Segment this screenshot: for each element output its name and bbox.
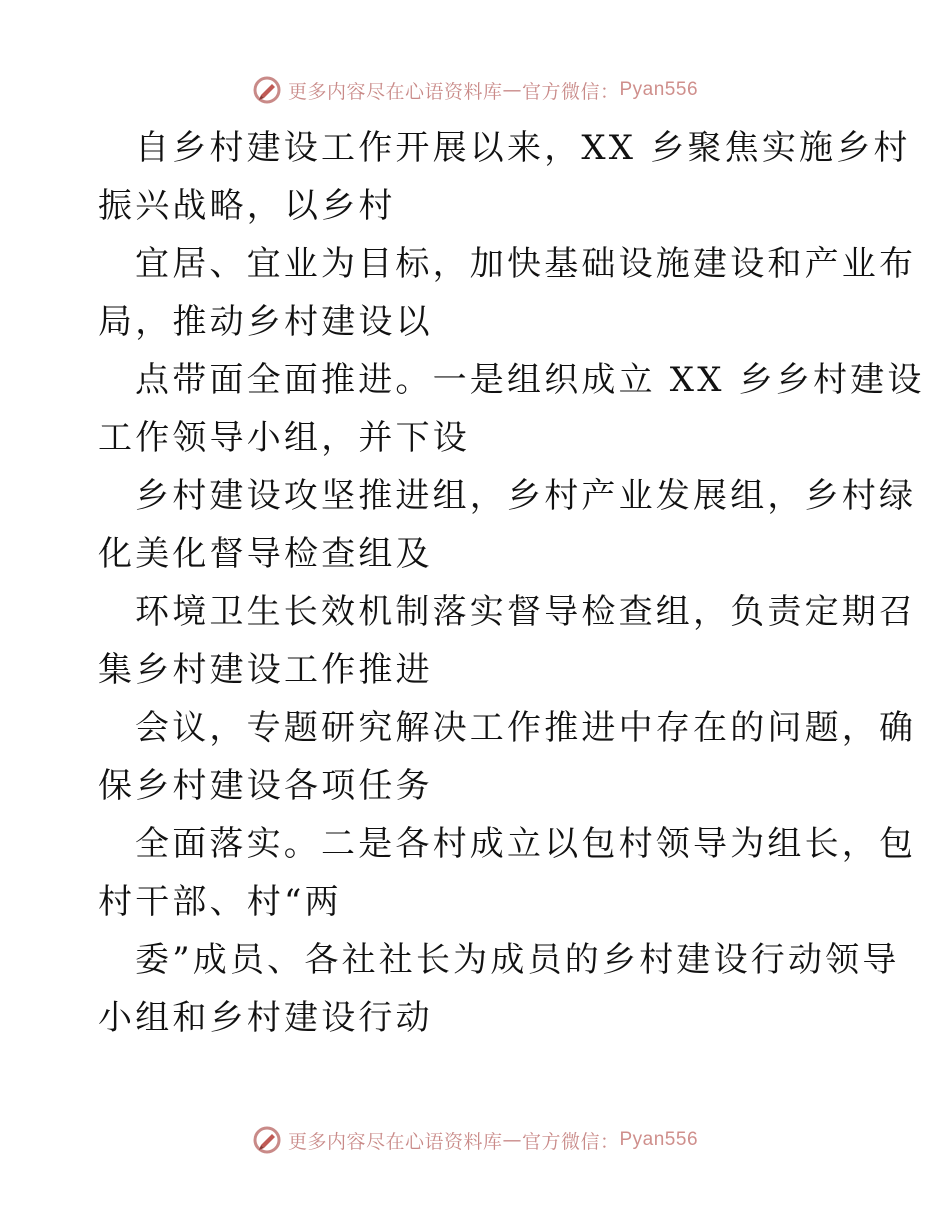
watermark-label: 官方微信： bbox=[521, 1130, 620, 1153]
watermark-footer bbox=[0, 1122, 950, 1158]
watermark-separator: — bbox=[502, 1129, 522, 1151]
paragraph-line: 委”成员、各社社长为成员的乡村建设行动领导 bbox=[135, 940, 900, 980]
paragraph-line: 局，推动乡村建设以 bbox=[98, 302, 433, 342]
paragraph-line: 化美化督导检查组及 bbox=[98, 534, 433, 574]
paragraph-line: 全面落实。二是各村成立以包村领导为组长，包 bbox=[135, 824, 917, 864]
watermark-wechat-id: Pyan556 bbox=[619, 79, 699, 100]
paragraph-line: 自乡村建设工作开展以来，XX 乡聚焦实施乡村 bbox=[135, 128, 911, 168]
paragraph-line: 会议，专题研究解决工作推进中存在的问题，确 bbox=[135, 708, 917, 748]
paragraph-line: 宜居、宜业为目标，加快基础设施建设和产业布 bbox=[135, 244, 917, 284]
watermark-main-text: 更多内容尽在心语资料库 bbox=[287, 1130, 503, 1153]
watermark-label: 官方微信： bbox=[521, 80, 620, 103]
paragraph-line: 小组和乡村建设行动 bbox=[98, 998, 433, 1038]
watermark-wechat-id: Pyan556 bbox=[619, 1129, 699, 1150]
paragraph-line: 点带面全面推进。一是组织成立 XX 乡乡村建设 bbox=[135, 360, 925, 400]
paragraph-line: 环境卫生长效机制落实督导检查组，负责定期召 bbox=[135, 592, 917, 632]
paragraph-line: 村干部、村“两 bbox=[98, 882, 342, 922]
paragraph-line: 乡村建设攻坚推进组，乡村产业发展组，乡村绿 bbox=[135, 476, 917, 516]
watermark-main-text: 更多内容尽在心语资料库 bbox=[287, 80, 503, 103]
paragraph-line: 集乡村建设工作推进 bbox=[98, 650, 433, 690]
pen-logo-icon bbox=[252, 75, 282, 105]
watermark-separator: — bbox=[502, 79, 522, 101]
watermark-header bbox=[0, 72, 950, 108]
paragraph-line: 工作领导小组，并下设 bbox=[98, 418, 470, 458]
paragraph-line: 保乡村建设各项任务 bbox=[98, 766, 433, 806]
paragraph-line: 振兴战略，以乡村 bbox=[98, 186, 396, 226]
pen-logo-icon bbox=[252, 1125, 282, 1155]
